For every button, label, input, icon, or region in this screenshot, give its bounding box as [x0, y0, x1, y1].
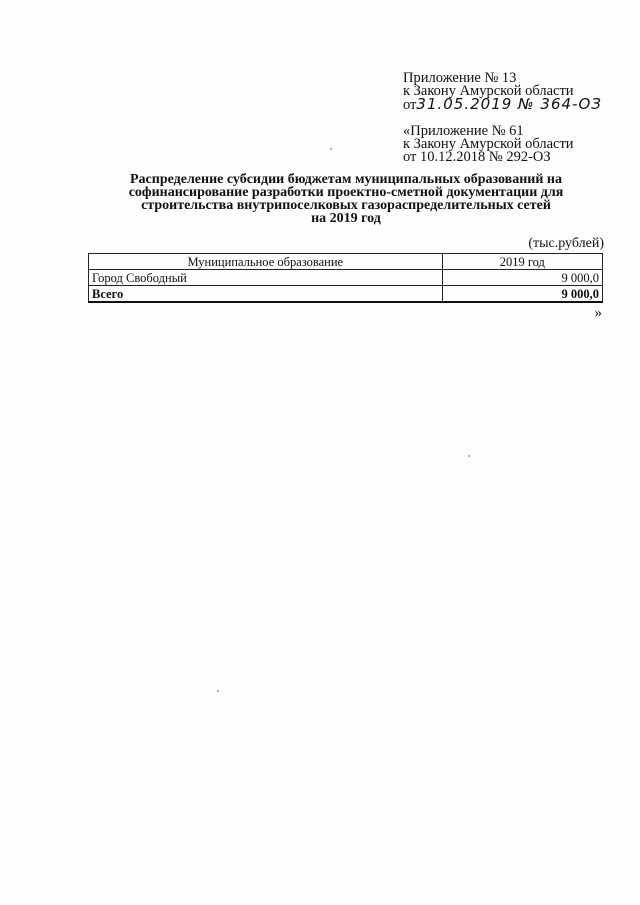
total-amount: 9 000,0 — [442, 286, 602, 303]
appendix-13-law-ref: к Закону Амурской области — [403, 83, 574, 99]
title-line-4: на 2019 год — [311, 211, 381, 226]
document-title — [90, 173, 602, 225]
appendix-13-title: Приложение № 13 — [403, 70, 517, 86]
appendix-61-header — [403, 125, 603, 164]
appendix-13-date-line — [403, 95, 603, 113]
subsidy-table — [88, 253, 603, 303]
table-total-row — [89, 286, 603, 303]
table-header-row — [89, 254, 603, 270]
title-line-3: строительства внутрипоселковых газораспределительных сетей — [141, 198, 551, 213]
appendix-13-header — [403, 72, 603, 112]
header-year: 2019 год — [442, 254, 602, 270]
appendix-61-date: от 10.12.2018 № 292-ОЗ — [403, 149, 551, 165]
appendix-13-handwritten-date: 31.05.2019 № 364-ОЗ — [416, 95, 602, 113]
cell-amount: 9 000,0 — [442, 270, 602, 286]
appendix-61-law-ref: к Закону Амурской области — [403, 136, 574, 152]
appendix-61-title: «Приложение № 61 — [403, 123, 524, 139]
title-line-2: софинансирование разработки проектно-сметной документации для — [128, 185, 564, 200]
cell-municipality: Город Свободный — [89, 270, 443, 286]
header-municipality: Муниципальное образование — [89, 254, 443, 270]
title-line-1: Распределение субсидии бюджетам муниципальных образований на — [130, 172, 562, 187]
scan-speck — [468, 455, 470, 457]
closing-quote: » — [594, 305, 602, 321]
appendix-13-date-prefix: от — [403, 97, 417, 113]
scan-speck — [330, 148, 332, 150]
total-label: Всего — [89, 286, 443, 303]
units-label: (тыс.рублей) — [528, 236, 604, 251]
table-row — [89, 270, 603, 286]
scan-speck — [217, 690, 219, 692]
